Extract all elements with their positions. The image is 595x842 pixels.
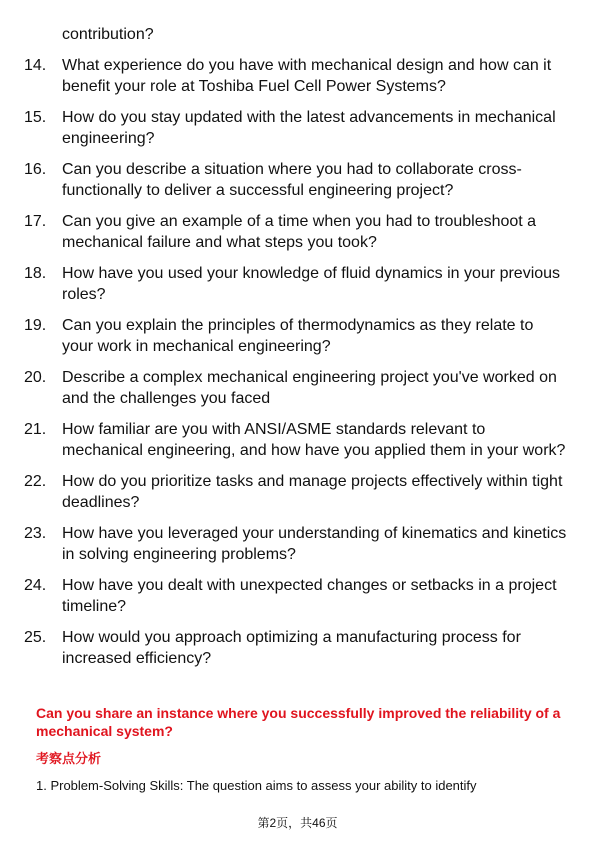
question-number: 18.: [24, 265, 47, 282]
question-number: 14.: [24, 57, 47, 74]
question-number: 19.: [24, 317, 47, 334]
section-title: 考察点分析: [36, 751, 102, 766]
continuation-text: contribution?: [62, 26, 154, 43]
question-item: [0, 315, 595, 357]
question-text: How have you used your knowledge of fluid dynamics in your previous roles?: [62, 265, 561, 303]
question-text: Can you explain the principles of thermodynamics as they relate to your work in mechanical engineering?: [62, 317, 534, 355]
question-text: How have you leveraged your understanding of kinematics and kinetics in solving engineering problems?: [62, 525, 567, 563]
question-text: Can you give an example of a time when you had to troubleshoot a mechanical failure and what steps you took?: [62, 213, 537, 251]
question-number: 22.: [24, 473, 47, 490]
question-item: [0, 471, 595, 513]
question-number: 20.: [24, 369, 47, 386]
question-text: Describe a complex mechanical engineering project you've worked on and the challenges you faced: [62, 369, 557, 407]
question-item: [0, 55, 595, 97]
question-number: 21.: [24, 421, 47, 438]
question-text: Can you describe a situation where you had to collaborate cross-functionally to deliver a successful engineering project?: [62, 161, 522, 199]
question-item: [0, 263, 595, 305]
question-text: How familiar are you with ANSI/ASME standards relevant to mechanical engineering, and how have you applied them in your work?: [62, 421, 566, 459]
question-number: 24.: [24, 577, 47, 594]
question-number: 25.: [24, 629, 47, 646]
question-item: [0, 523, 595, 565]
question-list: [0, 55, 595, 679]
question-number: 17.: [24, 213, 47, 230]
question-item: [0, 627, 595, 669]
highlight-question: Can you share an instance where you successfully improved the reliability of a mechanical system?: [36, 705, 561, 739]
question-text: How do you stay updated with the latest advancements in mechanical engineering?: [62, 109, 556, 147]
question-item: [0, 419, 595, 461]
question-item: [0, 159, 595, 201]
analysis-text: 1. Problem-Solving Skills: The question aims to assess your ability to identify: [36, 778, 477, 793]
question-item: [0, 575, 595, 617]
question-text: How do you prioritize tasks and manage projects effectively within tight deadlines?: [62, 473, 563, 511]
question-item: [0, 107, 595, 149]
question-item: [0, 211, 595, 253]
question-text: How would you approach optimizing a manufacturing process for increased efficiency?: [62, 629, 521, 667]
question-number: 16.: [24, 161, 47, 178]
question-number: 15.: [24, 109, 47, 126]
question-text: What experience do you have with mechanical design and how can it benefit your role at Toshiba Fuel Cell Power Systems?: [62, 57, 552, 95]
page-footer: 第2页，共46页: [257, 816, 338, 830]
question-number: 23.: [24, 525, 47, 542]
question-item: [0, 367, 595, 409]
question-text: How have you dealt with unexpected changes or setbacks in a project timeline?: [62, 577, 557, 615]
